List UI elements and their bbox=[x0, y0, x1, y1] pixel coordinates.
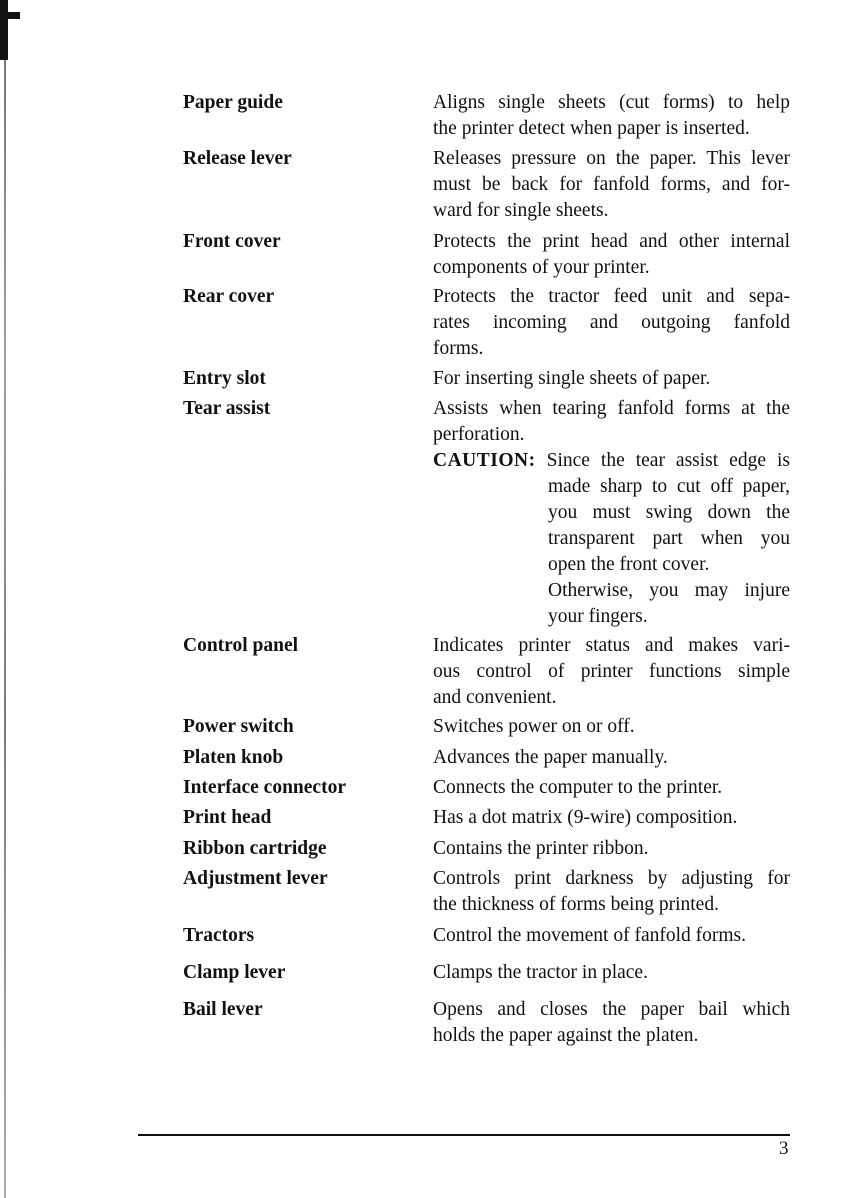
description-line: ward for single sheets. bbox=[433, 200, 609, 221]
part-name: Print head bbox=[183, 807, 272, 828]
part-description bbox=[433, 284, 790, 362]
page-number: 3 bbox=[779, 1138, 789, 1159]
part-name: Tractors bbox=[183, 925, 255, 946]
part-description bbox=[433, 633, 790, 711]
part-name: Clamp lever bbox=[183, 962, 286, 983]
part-name: Entry slot bbox=[183, 368, 266, 389]
description-line: Protects the print head and other internal bbox=[433, 231, 790, 252]
caution-line: transparent part when you bbox=[548, 528, 790, 549]
part-name: Front cover bbox=[183, 231, 281, 252]
description-line: Control the movement of fanfold forms. bbox=[433, 925, 747, 946]
part-description bbox=[433, 366, 790, 392]
description-line: Has a dot matrix (9-wire) composition. bbox=[433, 807, 738, 828]
caution-line: your fingers. bbox=[548, 606, 648, 627]
part-name: Tear assist bbox=[183, 398, 271, 419]
description-line: Clamps the tractor in place. bbox=[433, 962, 648, 983]
description-line: Assists when tearing fanfold forms at the bbox=[433, 398, 790, 419]
footer-rule bbox=[138, 1134, 790, 1136]
part-name: Platen knob bbox=[183, 747, 284, 768]
description-line: components of your printer. bbox=[433, 257, 650, 278]
part-name: Rear cover bbox=[183, 286, 275, 307]
part-description bbox=[433, 745, 790, 771]
caution-line: you must swing down the bbox=[548, 502, 790, 523]
part-description bbox=[433, 960, 790, 986]
caution-line: Otherwise, you may injure bbox=[548, 580, 790, 601]
description-line: the thickness of forms being printed. bbox=[433, 894, 719, 915]
description-line: Aligns single sheets (cut forms) to help bbox=[433, 92, 790, 113]
part-description bbox=[433, 866, 790, 918]
description-line: Controls print darkness by adjusting for bbox=[433, 868, 790, 889]
part-description bbox=[433, 923, 790, 949]
part-name: Ribbon cartridge bbox=[183, 838, 327, 859]
description-line: Switches power on or off. bbox=[433, 716, 635, 737]
description-line: Protects the tractor feed unit and sepa- bbox=[433, 286, 790, 307]
caution-line: open the front cover. bbox=[548, 554, 710, 575]
part-description bbox=[433, 229, 790, 281]
part-name: Paper guide bbox=[183, 92, 283, 113]
description-line: must be back for fanfold forms, and for- bbox=[433, 174, 790, 195]
description-line: and convenient. bbox=[433, 687, 557, 708]
description-line: holds the paper against the platen. bbox=[433, 1025, 699, 1046]
caution-line bbox=[433, 448, 790, 474]
description-line: the printer detect when paper is inserted. bbox=[433, 118, 750, 139]
part-name: Power switch bbox=[183, 716, 294, 737]
part-description bbox=[433, 805, 790, 831]
part-name: Release lever bbox=[183, 148, 292, 169]
description-line: ous control of printer functions simple bbox=[433, 661, 790, 682]
description-line: rates incoming and outgoing fanfold bbox=[433, 312, 790, 333]
description-line: Opens and closes the paper bail which bbox=[433, 999, 790, 1020]
part-name: Control panel bbox=[183, 635, 299, 656]
description-line: Contains the printer ribbon. bbox=[433, 838, 649, 859]
caution-line: made sharp to cut off paper, bbox=[548, 476, 790, 497]
description-line: Advances the paper manually. bbox=[433, 747, 668, 768]
caution-text: Since the tear assist edge is bbox=[546, 450, 790, 471]
part-name: Interface connector bbox=[183, 777, 346, 798]
scan-mark bbox=[8, 12, 20, 19]
part-description bbox=[433, 836, 790, 862]
scan-mark bbox=[0, 0, 8, 60]
description-line: For inserting single sheets of paper. bbox=[433, 368, 711, 389]
description-line: Connects the computer to the printer. bbox=[433, 777, 723, 798]
part-name: Adjustment lever bbox=[183, 868, 328, 889]
part-description bbox=[433, 997, 790, 1049]
part-description bbox=[433, 396, 790, 630]
part-name: Bail lever bbox=[183, 999, 263, 1020]
caution-label: CAUTION: bbox=[433, 450, 536, 471]
description-line: Releases pressure on the paper. This lever bbox=[433, 148, 790, 169]
description-line: perforation. bbox=[433, 424, 525, 445]
scan-edge bbox=[4, 0, 6, 1198]
part-description bbox=[433, 146, 790, 224]
description-line: forms. bbox=[433, 338, 484, 359]
part-description bbox=[433, 775, 790, 801]
description-line: Indicates printer status and makes vari- bbox=[433, 635, 790, 656]
part-description bbox=[433, 90, 790, 142]
part-description bbox=[433, 714, 790, 740]
